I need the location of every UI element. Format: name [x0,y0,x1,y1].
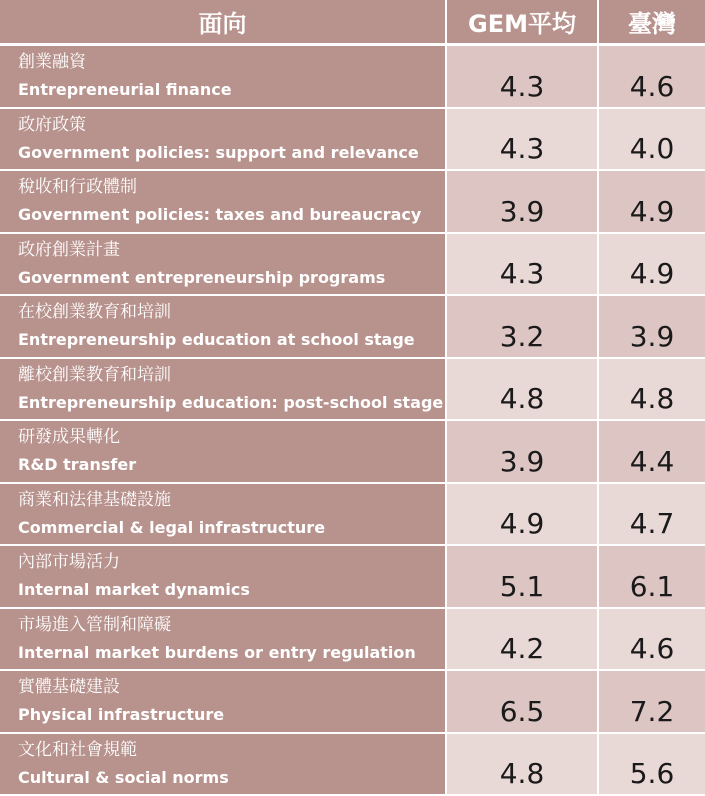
aspect-en: Government policies: taxes and bureaucracy [18,205,422,224]
taiwan-value: 4.6 [598,608,705,671]
table-row [0,295,705,358]
taiwan-value: 4.8 [598,358,705,421]
header-taiwan: 臺灣 [598,0,705,45]
aspect-zh: 商業和法律基礎設施 [18,489,171,510]
aspect-cell [0,45,446,108]
table-row [0,358,705,421]
taiwan-value: 3.9 [598,295,705,358]
aspect-cell [0,295,446,358]
table-row [0,233,705,296]
aspect-cell [0,733,446,796]
header-row [0,0,705,45]
gem-average-value: 5.1 [446,545,598,608]
gem-average-value: 4.9 [446,483,598,546]
aspect-zh: 在校創業教育和培訓 [18,302,171,322]
taiwan-value: 4.0 [598,108,705,171]
table-row [0,483,705,546]
aspect-en: Internal market burdens or entry regulation [18,642,416,662]
taiwan-value: 4.9 [598,233,705,296]
aspect-zh: 稅收和行政體制 [18,177,137,197]
aspect-en: Entrepreneurship education at school stage [18,330,415,349]
aspect-cell [0,420,446,483]
aspect-cell [0,108,446,171]
taiwan-value: 4.7 [598,483,705,546]
taiwan-value: 4.9 [598,170,705,233]
taiwan-value: 6.1 [598,545,705,608]
header-aspect: 面向 [0,0,446,45]
aspect-cell [0,545,446,608]
aspect-cell [0,608,446,671]
aspect-en: R&D transfer [18,455,137,474]
aspect-zh: 政府創業計畫 [18,239,120,260]
aspect-en: Internal market dynamics [18,580,250,599]
taiwan-value: 7.2 [598,670,705,733]
gem-average-value: 4.3 [446,233,598,296]
aspect-en: Entrepreneurship education: post-school stage [18,392,444,412]
aspect-zh: 創業融資 [18,52,86,72]
table-row [0,420,705,483]
taiwan-value: 4.6 [598,45,705,108]
aspect-zh: 離校創業教育和培訓 [18,364,171,385]
table-row [0,545,705,608]
gem-average-value: 4.8 [446,733,598,796]
aspect-en: Commercial & legal infrastructure [18,517,326,537]
gem-average-value: 6.5 [446,670,598,733]
aspect-en: Government policies: support and relevance [18,142,419,162]
gem-average-value: 3.9 [446,420,598,483]
header-gem-average: GEM平均 [446,0,598,45]
aspect-cell [0,483,446,546]
aspect-zh: 實體基礎建設 [18,677,120,697]
table-row [0,733,705,796]
gem-average-value: 3.2 [446,295,598,358]
table-body [0,45,705,796]
aspect-en: Entrepreneurial finance [18,80,232,99]
table-row [0,608,705,671]
aspect-cell [0,358,446,421]
gem-average-value: 4.2 [446,608,598,671]
gem-average-value: 3.9 [446,170,598,233]
aspect-en: Cultural & social norms [18,767,229,787]
aspect-cell [0,670,446,733]
taiwan-value: 5.6 [598,733,705,796]
aspect-en: Government entrepreneurship programs [18,267,386,287]
aspect-zh: 研發成果轉化 [18,427,120,447]
aspect-cell [0,170,446,233]
aspect-en: Physical infrastructure [18,705,225,724]
aspect-zh: 政府政策 [18,114,86,135]
gem-average-value: 4.3 [446,45,598,108]
aspect-cell [0,233,446,296]
taiwan-value: 4.4 [598,420,705,483]
aspect-zh: 內部市場活力 [18,552,120,572]
gem-average-value: 4.3 [446,108,598,171]
table-row [0,45,705,108]
aspect-zh: 市場進入管制和障礙 [18,614,171,635]
table-row [0,670,705,733]
table-row [0,108,705,171]
aspect-zh: 文化和社會規範 [18,739,137,760]
gem-average-value: 4.8 [446,358,598,421]
table-row [0,170,705,233]
